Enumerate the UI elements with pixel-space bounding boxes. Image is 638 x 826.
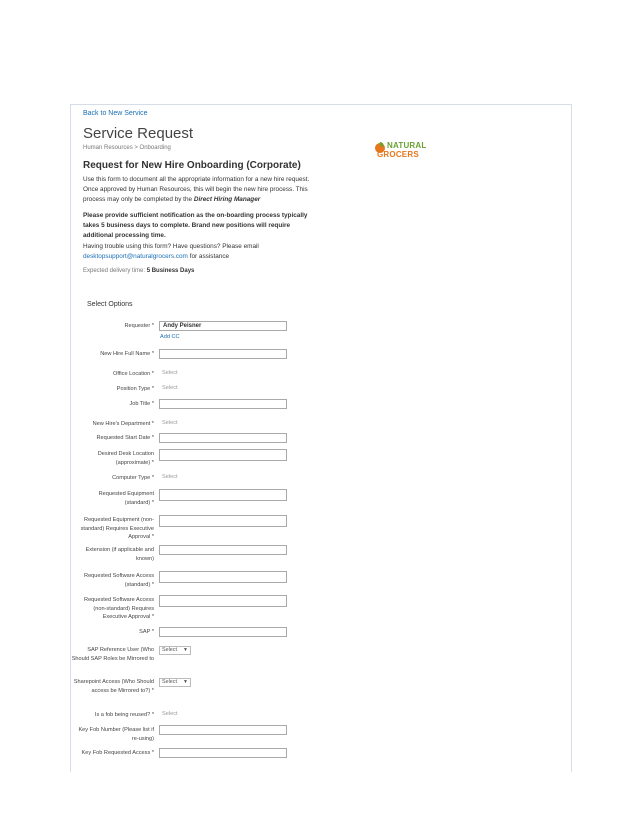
logo-line-1: NATURAL <box>387 141 427 150</box>
text-field[interactable] <box>159 349 287 359</box>
field-label: Job Title * <box>129 401 154 407</box>
text-field[interactable] <box>159 545 287 555</box>
field-label: Is a fob being reused? * <box>94 712 154 718</box>
select-dropdown[interactable]: Select <box>162 711 178 717</box>
delivery-value: 5 Business Days <box>146 268 195 274</box>
field-label: Requested Start Date * <box>96 435 154 441</box>
field-label: Office Location * <box>113 371 154 377</box>
add-cc-link[interactable]: Add CC <box>160 334 180 340</box>
field-label: Requested Software Access (non-standard) Requires Executive Approval * <box>84 597 154 620</box>
text-field[interactable] <box>159 489 287 501</box>
select-dropdown[interactable]: Select <box>162 385 178 391</box>
select-dropdown[interactable]: Select <box>162 474 178 480</box>
text-field[interactable] <box>159 399 287 409</box>
text-field[interactable] <box>159 449 287 461</box>
back-to-new-service-link[interactable]: Back to New Service <box>83 110 148 117</box>
text-field[interactable] <box>159 515 287 527</box>
form-rows <box>71 105 573 773</box>
field-label: Requested Equipment (standard) * <box>98 491 154 506</box>
dropdown-value: Select <box>162 679 177 685</box>
field-label: SAP * <box>139 629 154 635</box>
section-title: Select Options <box>87 301 133 308</box>
notice-text: Please provide sufficient notification as the on-boarding process typically takes 5 business days to complete. Brand new positions will require additional processing time. <box>83 212 308 239</box>
field-label: Requested Equipment (non-standard) Requires Executive Approval * <box>80 517 154 540</box>
logo-line-2: GROCERS <box>377 150 419 159</box>
field-label: Computer Type * <box>112 475 154 481</box>
field-label: New Hire's Department * <box>92 421 154 427</box>
caret-down-icon: ▼ <box>183 647 188 653</box>
delivery-label: Expected delivery time: <box>83 268 147 274</box>
select-dropdown[interactable] <box>159 646 191 655</box>
text-field[interactable] <box>159 433 287 443</box>
field-label: Key Fob Requested Access * <box>81 750 154 756</box>
field-label: Sharepoint Access (Who Should access be Mirrored to?) * <box>73 679 154 694</box>
page-title: Service Request <box>83 125 194 142</box>
field-label: Key Fob Number (Please list if re-using) <box>78 727 154 742</box>
field-label: New Hire Full Name * <box>100 351 154 357</box>
field-label: SAP Reference User (Who Should SAP Roles be Mirrored to <box>71 647 154 662</box>
field-label: Requested Software Access (standard) * <box>84 573 154 588</box>
form-title: Request for New Hire Onboarding (Corporate) <box>83 160 301 171</box>
dropdown-value: Select <box>162 647 177 653</box>
text-field[interactable] <box>159 571 287 583</box>
breadcrumb: Human Resources > Onboarding <box>83 145 171 151</box>
help-prefix: Having trouble using this form? Have questions? Please email <box>83 243 259 250</box>
service-request-panel <box>70 104 572 772</box>
field-label: Requester * <box>124 323 154 329</box>
select-dropdown[interactable]: Select <box>162 420 178 426</box>
support-email-link[interactable]: desktopsupport@naturalgrocers.com <box>83 253 188 260</box>
text-field[interactable] <box>159 748 287 758</box>
select-dropdown[interactable]: Select <box>162 370 178 376</box>
text-field[interactable] <box>159 627 287 637</box>
description-text: Use this form to document all the appropriate information for a new hire request. Once approved by Human Resources, this will begin the new hire process. This process may only be completed by the <box>83 176 310 203</box>
description-emphasis: Direct Hiring Manager <box>193 196 261 203</box>
caret-down-icon: ▼ <box>183 679 188 685</box>
text-field[interactable] <box>159 725 287 735</box>
text-field[interactable]: Andy Peisner <box>159 321 287 331</box>
select-dropdown[interactable] <box>159 678 191 687</box>
help-suffix: for assistance <box>187 253 230 260</box>
text-field[interactable] <box>159 595 287 607</box>
field-label: Desired Desk Location (approximate) * <box>97 451 154 466</box>
field-label: Position Type * <box>116 386 154 392</box>
field-label: Extension (if applicable and known) <box>85 547 154 562</box>
